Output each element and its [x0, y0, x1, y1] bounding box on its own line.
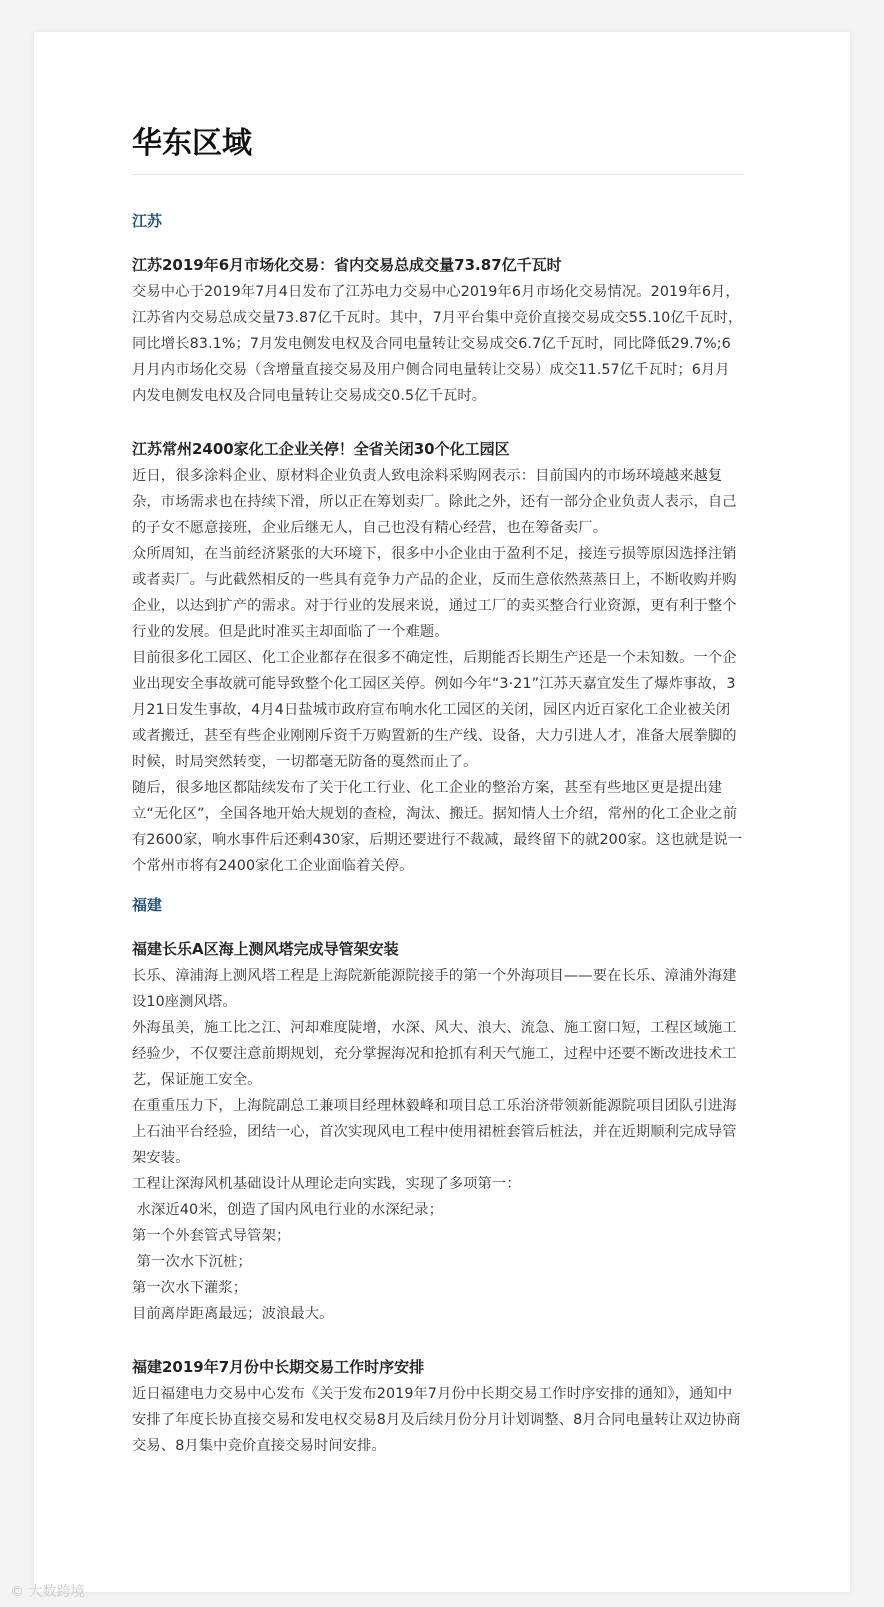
article-paragraph: 在重重压力下，上海院副总工兼项目经理林毅峰和项目总工乐治济带领新能源院项目团队引进海上石油平台经验，团结一心，首次实现风电工程中使用裙桩套管后桩法，并在近期顺利完成导管架安装。 — [132, 1098, 737, 1166]
article-paragraph: 目前很多化工园区、化工企业都存在很多不确定性，后期能否长期生产还是一个未知数。一个企业出现安全事故就可能导致整个化工园区关停。例如今年“3·21”江苏天嘉宜发生了爆炸事故，3月21日发生事故，4月4日盐城市政府宣布响水化工园区的关闭，园区内近百家化工企业被关闭或者搬迁，甚至有些企业刚刚斥资千万购置新的生产线、设备，大力引进人才，准备大展拳脚的时候，时局突然转变，一切都毫无防备的戛然而止了。 — [132, 650, 737, 770]
page-title: 华东区域 — [132, 124, 744, 175]
watermark-logo: © 大数跨境 — [10, 1584, 85, 1600]
region-heading-fujian: 福建 — [132, 896, 163, 914]
list-item: 水深近40米，创造了国内风电行业的水深纪录； — [132, 1202, 443, 1218]
article-paragraph: 近日福建电力交易中心发布《关于发布2019年7月份中长期交易工作时序安排的通知》，通知中安排了年度长协直接交易和发电权交易8月及后续月份分月计划调整、8月合同电量转让双边协商交易、8月集中竞价直接交易时间安排。 — [132, 1386, 741, 1454]
article-paragraph: 众所周知，在当前经济紧张的大环境下，很多中小企业由于盈利不足，接连亏损等原因选择注销或者卖厂。与此截然相反的一些具有竞争力产品的企业，反而生意依然蒸蒸日上，不断收购并购企业，以达到扩产的需求。对于行业的发展来说，通过工厂的卖买整合行业资源，更有利于整个行业的发展。但是此时准买主却面临了一个难题。 — [132, 546, 737, 640]
article-paragraph: 交易中心于2019年7月4日发布了江苏电力交易中心2019年6月市场化交易情况。2019年6月，江苏省内交易总成交量73.87亿千瓦时。其中，7月平台集中竞价直接交易成交55.10亿千瓦时，同比增长83.1%；7月发电侧发电权及合同电量转让交易成交6.7亿千瓦时，同比降低29.7%;6月月内市场化交易（含增量直接交易及用户侧合同电量转让交易）成交11.57亿千瓦时；6月月内发电侧发电权及合同电量转让交易成交0.5亿千瓦时。 — [132, 284, 743, 404]
list-item: 第一次水下灌浆； — [132, 1280, 248, 1296]
article-title: 福建长乐A区海上测风塔完成导管架安装 — [132, 940, 399, 958]
article-paragraph: 外海虽美，施工比之江、河却难度陡增，水深、风大、浪大、流急、施工窗口短，工程区域施工经验少，不仅要注意前期规划，充分掌握海况和抢抓有利天气施工，过程中还要不断改进技术工艺，保证施工安全。 — [132, 1020, 737, 1088]
document-card — [34, 32, 850, 1592]
list-item: 第一个外套管式导管架； — [132, 1228, 291, 1244]
article-paragraph: 长乐、漳浦海上测风塔工程是上海院新能源院接手的第一个外海项目——要在长乐、漳浦外海建设10座测风塔。 — [132, 968, 737, 1010]
document-content — [132, 124, 744, 1459]
article-title: 福建2019年7月份中长期交易工作时序安排 — [132, 1358, 425, 1376]
article-title: 江苏常州2400家化工企业关停！全省关闭30个化工园区 — [132, 440, 510, 458]
article-paragraph: 工程让深海风机基础设计从理论走向实践，实现了多项第一： — [132, 1176, 521, 1192]
article-paragraph: 随后，很多地区都陆续发布了关于化工行业、化工企业的整治方案，甚至有些地区更是提出建立“无化区”，全国各地开始大规划的查检，淘汰、搬迁。据知情人士介绍，常州的化工企业之前有2600家，响水事件后还剩430家，后期还要进行不裁减，最终留下的就200家。这也就是说一个常州市将有2400家化工企业面临着关停。 — [132, 780, 743, 874]
region-heading-jiangsu: 江苏 — [132, 212, 163, 230]
article-title: 江苏2019年6月市场化交易：省内交易总成交量73.87亿千瓦时 — [132, 256, 562, 274]
list-item: 目前离岸距离最远；波浪最大。 — [132, 1306, 334, 1322]
list-item: 第一次水下沉桩； — [132, 1254, 252, 1270]
article-paragraph: 近日，很多涂料企业、原材料企业负责人致电涂料采购网表示：目前国内的市场环境越来越复杂，市场需求也在持续下滑，所以正在筹划卖厂。除此之外，还有一部分企业负责人表示，自己的子女不愿意接班，企业后继无人，自己也没有精心经营，也在筹备卖厂。 — [132, 468, 737, 536]
